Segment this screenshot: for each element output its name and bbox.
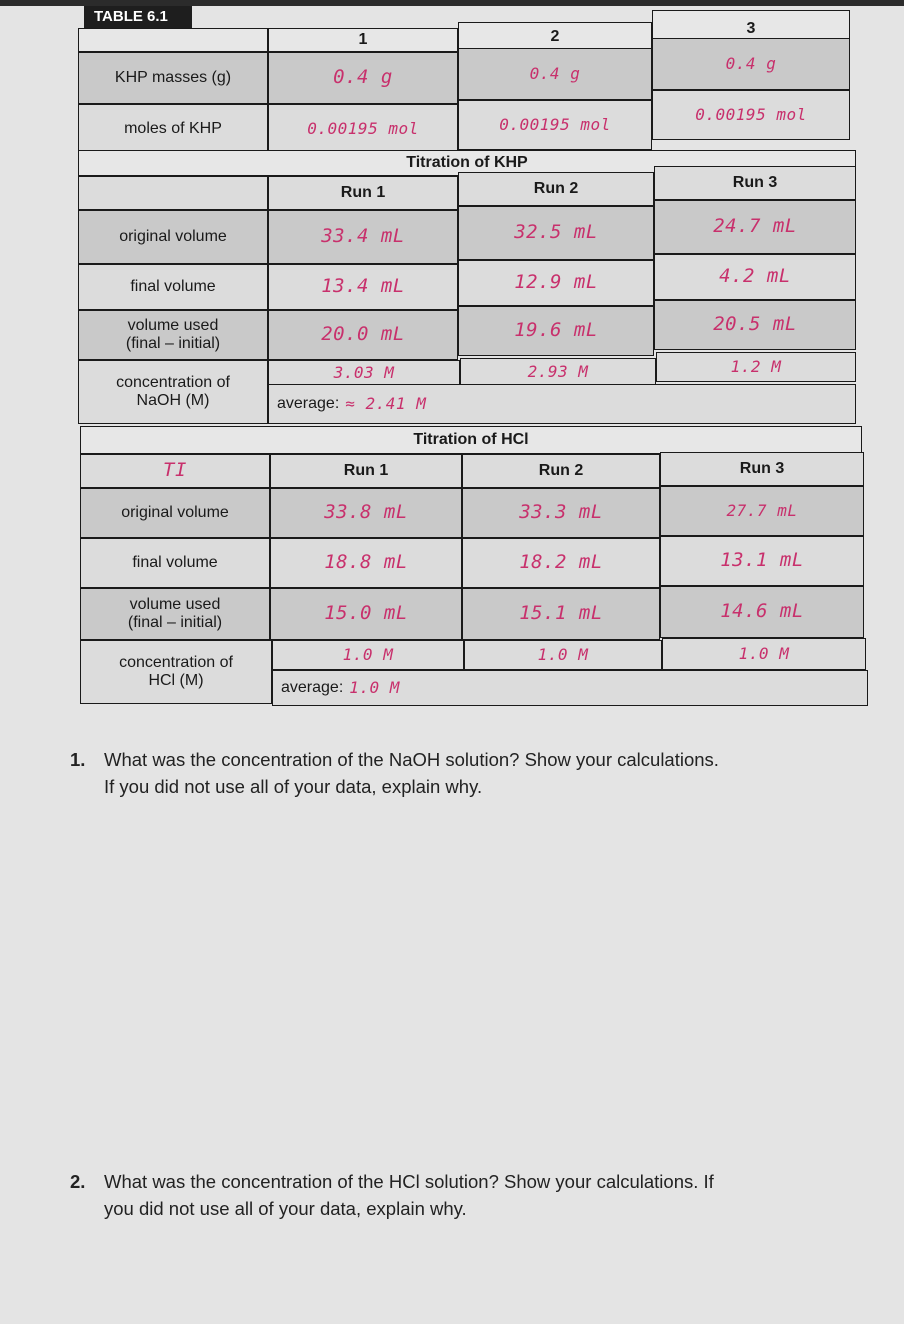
khp-original-run1: 33.4 mL	[268, 210, 458, 264]
khp-moles-run2: 0.00195 mol	[458, 100, 652, 150]
question-1	[70, 746, 870, 800]
khp-used-run1: 20.0 mL	[268, 310, 458, 360]
hcl-run1-header: Run 1	[270, 454, 462, 488]
khp-final-run2: 12.9 mL	[458, 260, 654, 306]
khp-final-run3: 4.2 mL	[654, 254, 856, 300]
hcl-original-run1: 33.8 mL	[270, 488, 462, 538]
khp-mass-run3: 0.4 g	[652, 38, 850, 90]
question-1-line2: If you did not use all of your data, explain why.	[104, 776, 483, 797]
hcl-conc-run3: 1.0 M	[662, 638, 866, 670]
khp-label-volume-used: volume used (final – initial)	[78, 310, 268, 360]
hcl-average-value: 1.0 M	[349, 677, 400, 697]
row-label-khp-mass: KHP masses (g)	[78, 52, 268, 104]
question-2	[70, 1168, 870, 1222]
naoh-conc-run2: 2.93 M	[460, 358, 656, 386]
hcl-average-label: average:	[281, 678, 344, 696]
khp-mass-run1: 0.4 g	[268, 52, 458, 104]
khp-label-naoh-conc: concentration of NaOH (M)	[78, 360, 268, 424]
question-2-number: 2.	[70, 1171, 86, 1192]
hcl-original-run2: 33.3 mL	[462, 488, 660, 538]
khp-label-original-volume: original volume	[78, 210, 268, 264]
col-header-1: 1	[268, 28, 458, 52]
khp-run2-header: Run 2	[458, 172, 654, 206]
hcl-label-original-volume: original volume	[80, 488, 270, 538]
hcl-used-run3: 14.6 mL	[660, 586, 864, 638]
question-2-line2: you did not use all of your data, explain why.	[104, 1198, 467, 1219]
naoh-conc-run1: 3.03 M	[268, 360, 460, 386]
hcl-original-run3: 27.7 mL	[660, 486, 864, 536]
khp-label-final-volume: final volume	[78, 264, 268, 310]
table-label: TABLE 6.1	[84, 6, 192, 28]
question-1-number: 1.	[70, 749, 86, 770]
hcl-label-volume-used: volume used (final – initial)	[80, 588, 270, 640]
hcl-final-run3: 13.1 mL	[660, 536, 864, 586]
hcl-used-run2: 15.1 mL	[462, 588, 660, 640]
khp-moles-run1: 0.00195 mol	[268, 104, 458, 154]
hcl-average-row	[272, 670, 868, 706]
col-header-2: 2	[458, 22, 652, 52]
hcl-conc-run2: 1.0 M	[464, 640, 662, 670]
hcl-corner-mark: TI	[80, 454, 270, 488]
khp-run-corner	[78, 176, 268, 210]
khp-run1-header: Run 1	[268, 176, 458, 210]
khp-original-run3: 24.7 mL	[654, 200, 856, 254]
khp-corner-cell	[78, 28, 268, 52]
naoh-average-value: ≈ 2.41 M	[345, 393, 427, 413]
hcl-conc-run1: 1.0 M	[272, 640, 464, 670]
hcl-final-run2: 18.2 mL	[462, 538, 660, 588]
hcl-run3-header: Run 3	[660, 452, 864, 486]
naoh-conc-run3: 1.2 M	[656, 352, 856, 382]
hcl-final-run1: 18.8 mL	[270, 538, 462, 588]
titration-khp-title: Titration of KHP	[78, 150, 856, 176]
hcl-run2-header: Run 2	[462, 454, 660, 488]
question-1-line1: What was the concentration of the NaOH solution? Show your calculations.	[104, 749, 719, 770]
khp-moles-run3: 0.00195 mol	[652, 90, 850, 140]
khp-original-run2: 32.5 mL	[458, 206, 654, 260]
naoh-average-row	[268, 384, 856, 424]
hcl-label-final-volume: final volume	[80, 538, 270, 588]
question-2-line1: What was the concentration of the HCl solution? Show your calculations. If	[104, 1171, 714, 1192]
row-label-khp-moles: moles of KHP	[78, 104, 268, 154]
khp-used-run3: 20.5 mL	[654, 300, 856, 350]
col-header-3: 3	[652, 10, 850, 48]
khp-final-run1: 13.4 mL	[268, 264, 458, 310]
khp-mass-run2: 0.4 g	[458, 48, 652, 100]
hcl-used-run1: 15.0 mL	[270, 588, 462, 640]
hcl-label-conc: concentration of HCl (M)	[80, 640, 272, 704]
khp-used-run2: 19.6 mL	[458, 306, 654, 356]
titration-hcl-title: Titration of HCl	[80, 426, 862, 454]
naoh-average-label: average:	[277, 394, 340, 412]
khp-run3-header: Run 3	[654, 166, 856, 200]
